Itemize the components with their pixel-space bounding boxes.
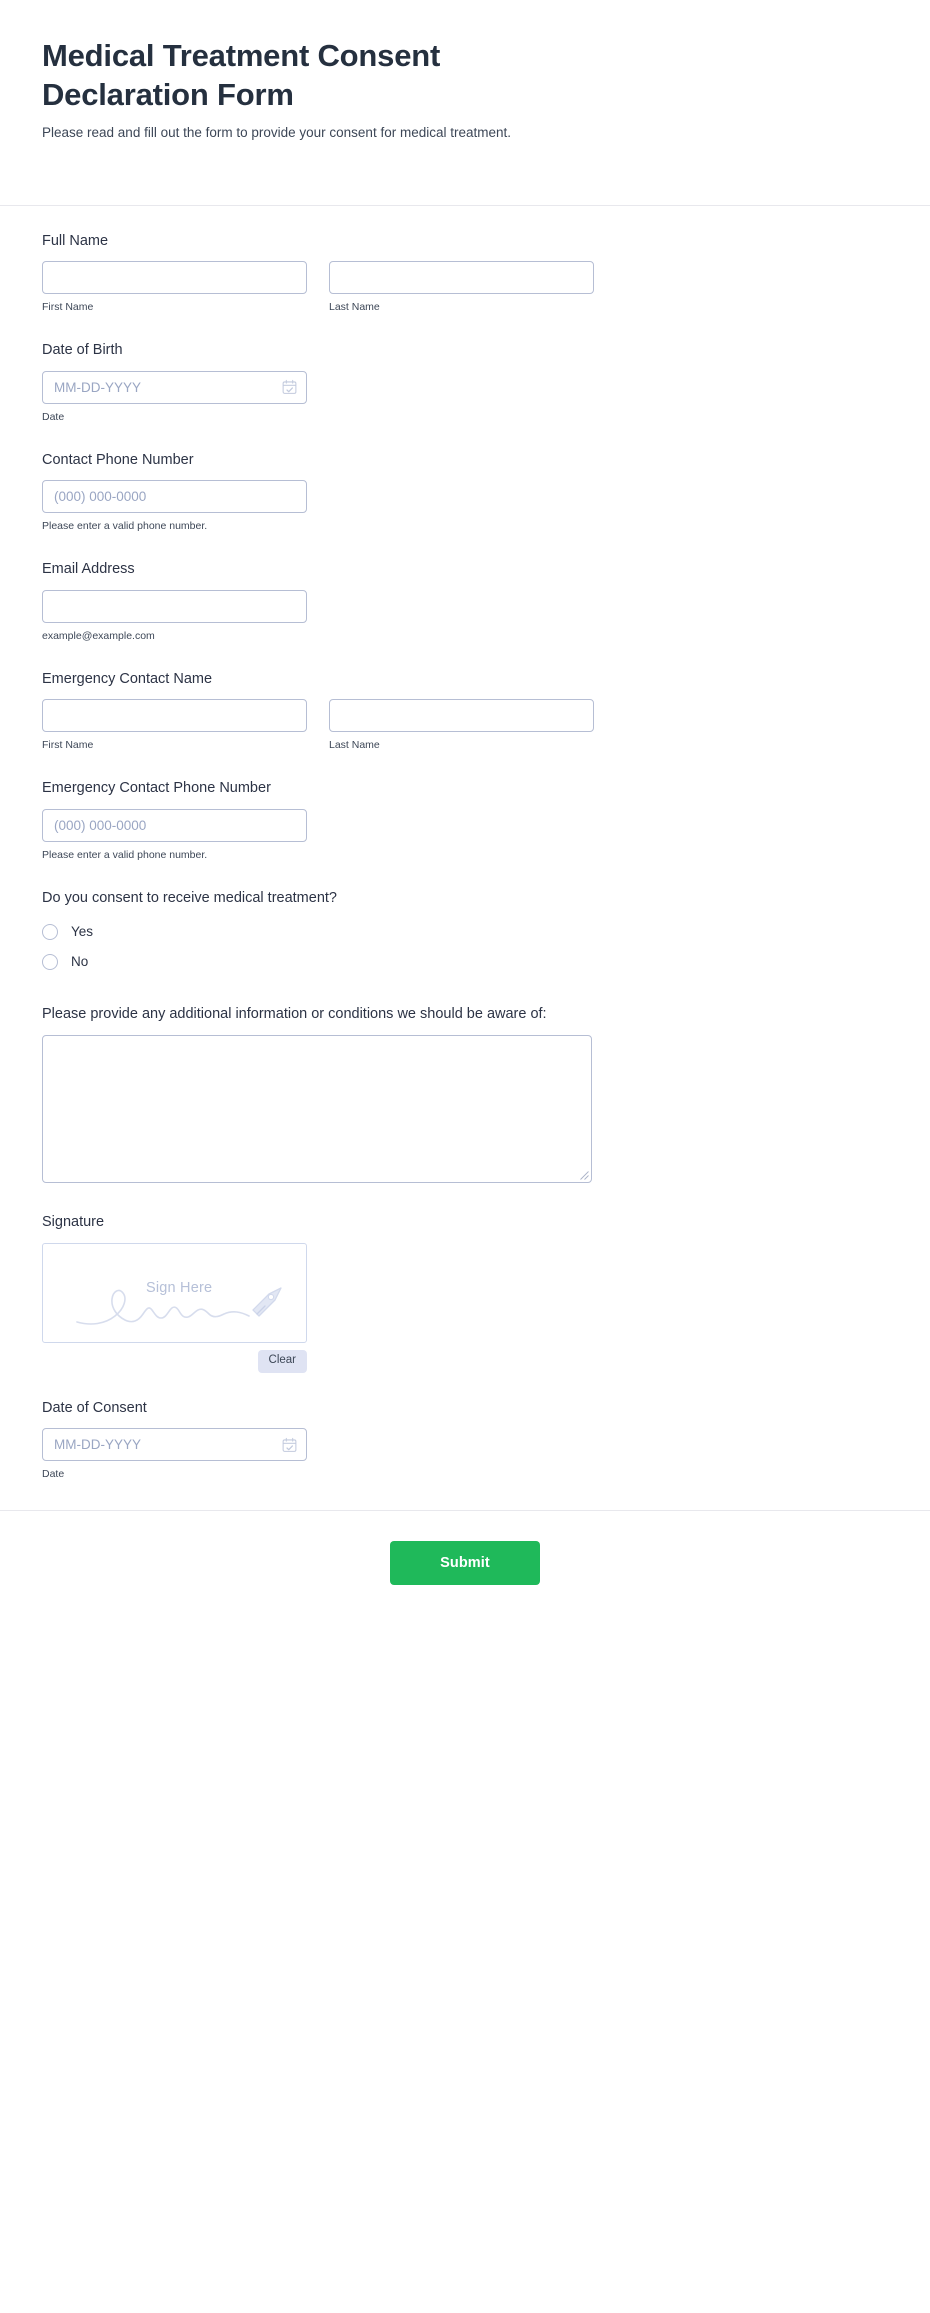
emergency-name-last-col (329, 699, 594, 753)
contact-phone-sublabel: Please enter a valid phone number. (42, 520, 208, 533)
emergency-contact-phone-input[interactable] (42, 809, 307, 842)
form-footer (42, 1511, 888, 1585)
consent-option-no[interactable] (42, 948, 888, 975)
field-label-contact-phone: Contact Phone Number (42, 451, 194, 468)
field-label-consent: Do you consent to receive medical treatment? (42, 889, 337, 906)
emergency-last-name-sublabel: Last Name (329, 739, 380, 752)
contact-phone-input[interactable] (42, 480, 307, 513)
consent-radio-group (42, 918, 888, 975)
signature-hint-text: Sign Here (146, 1280, 213, 1297)
field-label-email: Email Address (42, 561, 135, 578)
page-title: Medical Treatment Consent Declaration Form (42, 38, 441, 113)
radio-circle-no[interactable] (42, 954, 58, 970)
consent-option-no-label: No (71, 954, 89, 970)
field-emergency-contact-name (42, 670, 888, 753)
field-full-name (42, 232, 888, 315)
emergency-last-name-input[interactable] (329, 699, 594, 732)
emergency-first-name-input[interactable] (42, 699, 307, 732)
date-of-birth-input-wrap (42, 371, 307, 404)
email-sublabel: example@example.com (42, 629, 155, 642)
pen-nib-icon (253, 1288, 281, 1316)
date-of-birth-sublabel: Date (42, 410, 65, 423)
field-signature (42, 1213, 888, 1372)
last-name-sublabel: Last Name (329, 301, 380, 314)
full-name-last-col (329, 261, 594, 315)
field-additional-info (42, 1005, 888, 1183)
date-of-consent-sublabel: Date (42, 1468, 65, 1481)
full-name-row (42, 261, 888, 315)
consent-option-yes-label: Yes (71, 924, 94, 940)
additional-info-wrap (42, 1035, 592, 1183)
field-label-signature: Signature (42, 1214, 105, 1231)
field-contact-phone (42, 451, 888, 534)
field-emergency-contact-phone (42, 779, 888, 862)
field-label-full-name: Full Name (42, 232, 109, 249)
field-label-date-of-consent: Date of Consent (42, 1399, 147, 1416)
field-label-emergency-contact-name: Emergency Contact Name (42, 670, 213, 687)
form-header (0, 0, 930, 173)
date-of-consent-input-wrap (42, 1428, 307, 1461)
submit-button[interactable]: Submit (390, 1541, 540, 1585)
signature-clear-button[interactable]: Clear (258, 1350, 307, 1373)
signature-clear-row (42, 1350, 307, 1373)
additional-info-textarea[interactable] (42, 1035, 592, 1183)
field-label-date-of-birth: Date of Birth (42, 342, 123, 359)
radio-circle-yes[interactable] (42, 924, 58, 940)
field-label-additional-info: Please provide any additional information or conditions we should be aware of: (42, 1006, 547, 1023)
emergency-name-row (42, 699, 888, 753)
consent-option-yes[interactable] (42, 918, 888, 945)
first-name-sublabel: First Name (42, 301, 94, 314)
field-date-of-consent (42, 1399, 888, 1482)
signature-wrap (42, 1243, 307, 1373)
form-body (0, 206, 930, 1585)
date-of-birth-input[interactable] (42, 371, 307, 404)
email-input[interactable] (42, 590, 307, 623)
emergency-contact-phone-sublabel: Please enter a valid phone number. (42, 848, 208, 861)
field-label-emergency-contact-phone: Emergency Contact Phone Number (42, 780, 271, 797)
page-subtitle: Please read and fill out the form to provide your consent for medical treatment. (42, 124, 511, 140)
field-email (42, 560, 888, 643)
emergency-name-first-col (42, 699, 307, 753)
signature-pad[interactable] (42, 1243, 307, 1343)
first-name-input[interactable] (42, 261, 307, 294)
field-consent (42, 889, 888, 976)
full-name-first-col (42, 261, 307, 315)
date-of-consent-input[interactable] (42, 1428, 307, 1461)
emergency-first-name-sublabel: First Name (42, 739, 94, 752)
field-date-of-birth (42, 341, 888, 424)
last-name-input[interactable] (329, 261, 594, 294)
